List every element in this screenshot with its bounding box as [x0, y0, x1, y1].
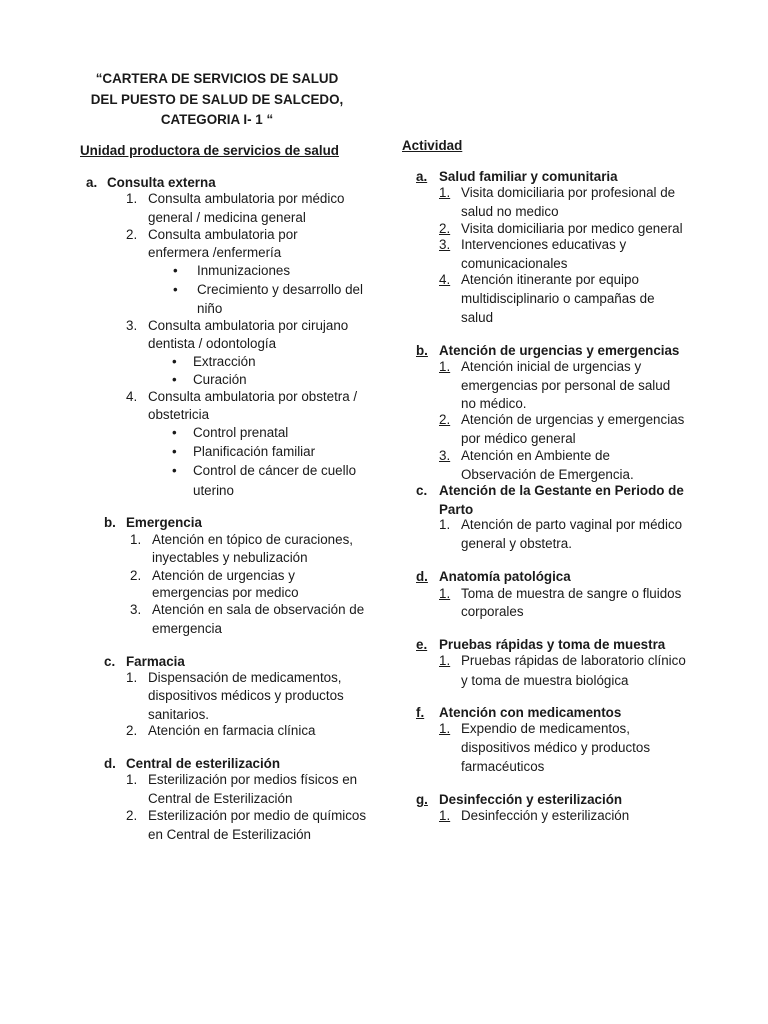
- bullet-icon: •: [172, 425, 177, 440]
- item-text: Desinfección y esterilización: [461, 808, 630, 823]
- bullet-icon: •: [172, 444, 177, 459]
- item-number: 1.: [130, 532, 142, 547]
- item-text: Esterilización por medios físicos en: [148, 772, 358, 787]
- bullet-text: uterino: [193, 483, 234, 498]
- item-text: Atención itinerante por equipo: [461, 272, 639, 287]
- bullet-icon: •: [172, 463, 177, 478]
- section-letter: a.: [416, 169, 428, 184]
- bullet-text: niño: [197, 301, 223, 316]
- section-label: Atención con medicamentos: [439, 705, 622, 720]
- item-text: general / medicina general: [148, 210, 306, 225]
- section-letter: e.: [416, 637, 428, 652]
- item-text: Dispensación de medicamentos,: [148, 670, 342, 685]
- item-text: Atención inicial de urgencias y: [461, 359, 642, 374]
- item-number: 3.: [439, 237, 451, 252]
- item-text: inyectables y nebulización: [152, 550, 308, 565]
- item-text: dentista / odontología: [148, 336, 277, 351]
- item-number: 1.: [439, 808, 451, 823]
- section-label: Salud familiar y comunitaria: [439, 169, 618, 184]
- right-heading: Actividad: [402, 138, 463, 153]
- item-text: Intervenciones educativas y: [461, 237, 627, 252]
- item-text: Central de Esterilización: [148, 791, 293, 806]
- bullet-text: Curación: [193, 372, 247, 387]
- item-text: corporales: [461, 604, 524, 619]
- section-letter: f.: [416, 705, 425, 720]
- item-number: 4.: [439, 272, 451, 287]
- item-number: 1.: [439, 359, 451, 374]
- section-label: Consulta externa: [107, 175, 216, 190]
- item-text: Consulta ambulatoria por obstetra /: [148, 389, 358, 404]
- item-text: Atención en sala de observación de: [152, 602, 365, 617]
- item-number: 3.: [130, 602, 142, 617]
- section-letter: d.: [104, 756, 116, 771]
- section-label: Atención de urgencias y emergencias: [439, 343, 680, 358]
- item-number: 1.: [126, 670, 138, 685]
- bullet-text: Extracción: [193, 354, 256, 369]
- item-text: Atención en farmacia clínica: [148, 723, 316, 738]
- section-label: Parto: [439, 502, 474, 517]
- item-text: enfermera /enfermería: [148, 245, 282, 260]
- item-text: Consulta ambulatoria por médico: [148, 191, 345, 206]
- item-text: Atención de parto vaginal por médico: [461, 517, 683, 532]
- section-label: Pruebas rápidas y toma de muestra: [439, 637, 666, 652]
- item-text: emergencias por personal de salud: [461, 378, 671, 393]
- bullet-text: Planificación familiar: [193, 444, 316, 459]
- bullet-text: Control prenatal: [193, 425, 289, 440]
- item-text: multidisciplinario o campañas de: [461, 291, 655, 306]
- doc-title-line3: CATEGORIA I- 1 “: [160, 112, 274, 127]
- section-label: Anatomía patológica: [439, 569, 571, 584]
- item-number: 2.: [126, 227, 138, 242]
- item-text: salud no medico: [461, 204, 559, 219]
- item-text: general y obstetra.: [461, 536, 572, 551]
- item-number: 1.: [126, 191, 138, 206]
- item-text: y toma de muestra biológica: [461, 673, 629, 688]
- item-text: emergencias por medico: [152, 585, 299, 600]
- doc-title-line2: DEL PUESTO DE SALUD DE SALCEDO,: [90, 92, 344, 107]
- item-number: 1.: [439, 517, 451, 532]
- section-letter: b.: [104, 515, 116, 530]
- item-text: Atención en tópico de curaciones,: [152, 532, 353, 547]
- item-text: Expendio de medicamentos,: [461, 721, 630, 736]
- item-text: Atención de urgencias y emergencias: [461, 412, 685, 427]
- item-number: 1.: [439, 185, 451, 200]
- item-text: Consulta ambulatoria por: [148, 227, 298, 242]
- item-text: comunicacionales: [461, 256, 568, 271]
- item-text: Pruebas rápidas de laboratorio clínico: [461, 653, 686, 668]
- bullet-text: Control de cáncer de cuello: [193, 463, 357, 478]
- item-text: Observación de Emergencia.: [461, 467, 634, 482]
- item-number: 2.: [439, 221, 451, 236]
- section-letter: d.: [416, 569, 428, 584]
- section-label: Emergencia: [126, 515, 202, 530]
- section-letter: c.: [416, 483, 428, 498]
- left-heading: Unidad productora de servicios de salud: [80, 143, 339, 158]
- item-number: 4.: [126, 389, 138, 404]
- bullet-text: Inmunizaciones: [197, 263, 291, 278]
- section-label: Central de esterilización: [126, 756, 281, 771]
- section-label: Atención de la Gestante en Periodo de: [439, 483, 684, 498]
- item-number: 2.: [439, 412, 451, 427]
- item-number: 2.: [126, 723, 138, 738]
- item-number: 2.: [130, 568, 142, 583]
- item-number: 3.: [439, 448, 451, 463]
- bullet-icon: •: [172, 354, 177, 369]
- section-label: Farmacia: [126, 654, 185, 669]
- item-number: 1.: [439, 721, 451, 736]
- item-text: Visita domiciliaria por medico general: [461, 221, 683, 236]
- item-text: Atención en Ambiente de: [461, 448, 610, 463]
- item-text: dispositivos médicos y productos: [148, 688, 344, 703]
- section-label: Desinfección y esterilización: [439, 792, 623, 807]
- item-text: emergencia: [152, 621, 222, 636]
- item-number: 1.: [439, 653, 451, 668]
- item-text: farmacéuticos: [461, 759, 545, 774]
- item-text: sanitarios.: [148, 707, 210, 722]
- bullet-text: Crecimiento y desarrollo del: [197, 282, 363, 297]
- item-text: Esterilización por medio de químicos: [148, 808, 367, 823]
- doc-title-line1: “CARTERA DE SERVICIOS DE SALUD: [95, 71, 339, 86]
- section-letter: b.: [416, 343, 428, 358]
- bullet-icon: •: [172, 372, 177, 387]
- item-text: no médico.: [461, 396, 527, 411]
- section-letter: a.: [86, 175, 98, 190]
- item-text: dispositivos médico y productos: [461, 740, 651, 755]
- item-number: 3.: [126, 318, 138, 333]
- item-text: Toma de muestra de sangre o fluidos: [461, 586, 682, 601]
- item-text: Consulta ambulatoria por cirujano: [148, 318, 349, 333]
- bullet-icon: •: [173, 263, 178, 278]
- item-number: 1.: [126, 772, 138, 787]
- item-text: Atención de urgencias y: [152, 568, 295, 583]
- item-text: Visita domiciliaria por profesional de: [461, 185, 676, 200]
- item-text: en Central de Esterilización: [148, 827, 312, 842]
- bullet-icon: •: [173, 282, 178, 297]
- section-letter: g.: [416, 792, 428, 807]
- item-text: por médico general: [461, 431, 576, 446]
- section-letter: c.: [104, 654, 116, 669]
- item-text: salud: [461, 310, 494, 325]
- item-number: 2.: [126, 808, 138, 823]
- item-number: 1.: [439, 586, 451, 601]
- item-text: obstetricia: [148, 407, 210, 422]
